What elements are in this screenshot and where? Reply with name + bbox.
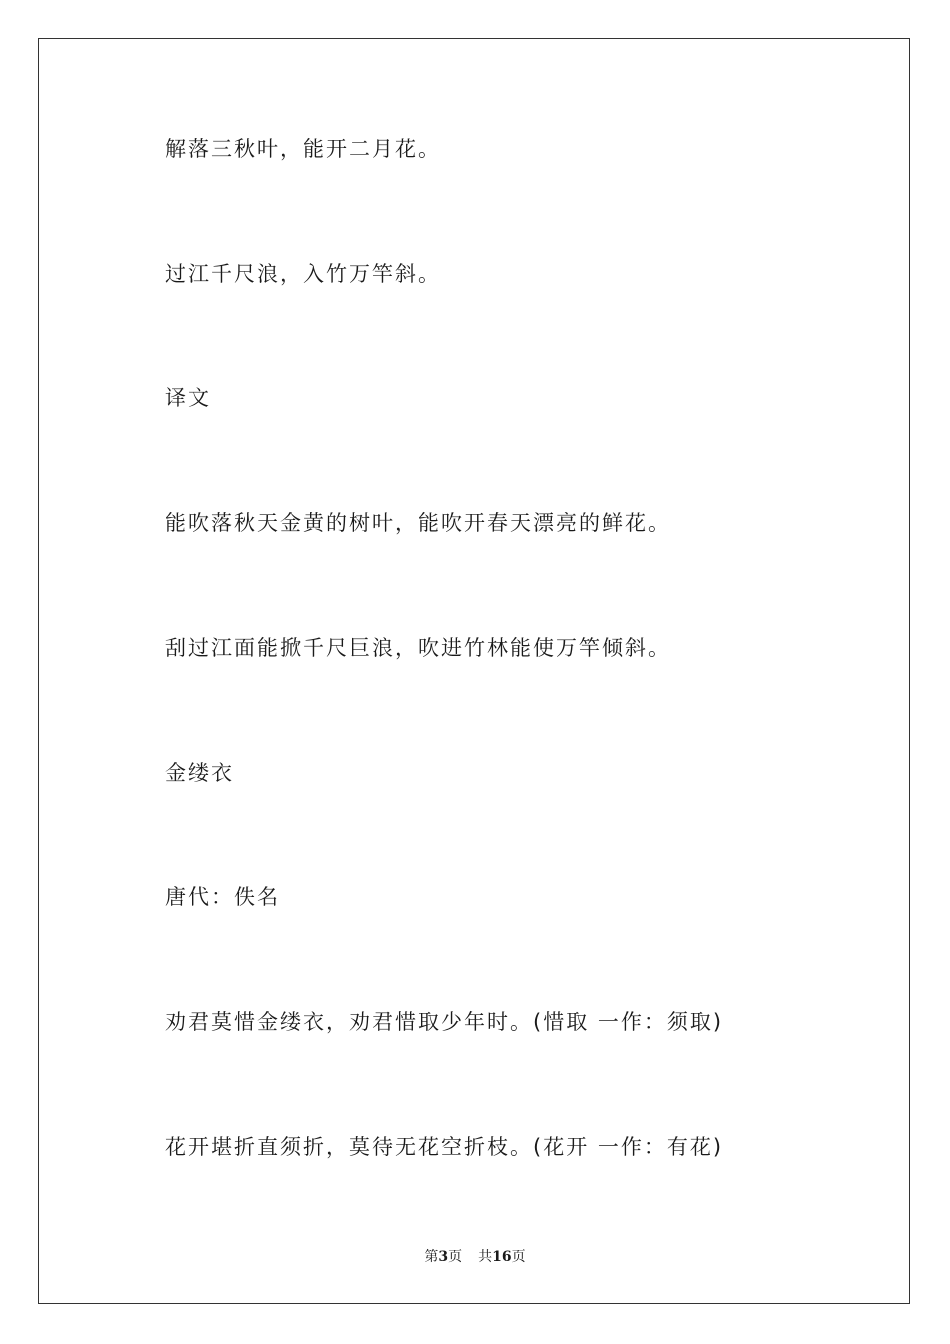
poem-line-2: 过江千尺浪，入竹万竿斜。 [165, 262, 441, 286]
translation-line-1: 能吹落秋天金黄的树叶，能吹开春天漂亮的鲜花。 [165, 511, 671, 535]
footer-page-prefix: 第 [424, 1249, 439, 1265]
poem-verse-1: 劝君莫惜金缕衣，劝君惜取少年时。(惜取 一作：须取) [165, 1010, 724, 1034]
poem-verse-2: 花开堪折直须折，莫待无花空折枝。(花开 一作：有花) [165, 1135, 724, 1159]
section-heading-translation: 译文 [165, 386, 211, 410]
footer-total-prefix: 共 [478, 1249, 493, 1265]
page-border [38, 38, 910, 1304]
footer-page-current: 3 [438, 1249, 449, 1265]
poem-line-1: 解落三秋叶，能开二月花。 [165, 137, 441, 161]
footer-page-total: 16 [492, 1249, 512, 1265]
translation-line-2: 刮过江面能掀千尺巨浪，吹进竹林能使万竿倾斜。 [165, 636, 671, 660]
poem-author: 唐代：佚名 [165, 885, 280, 909]
footer-total-suffix: 页 [511, 1249, 526, 1265]
page-footer [0, 1247, 950, 1267]
footer-page-suffix: 页 [448, 1249, 463, 1265]
poem-title: 金缕衣 [165, 761, 234, 785]
